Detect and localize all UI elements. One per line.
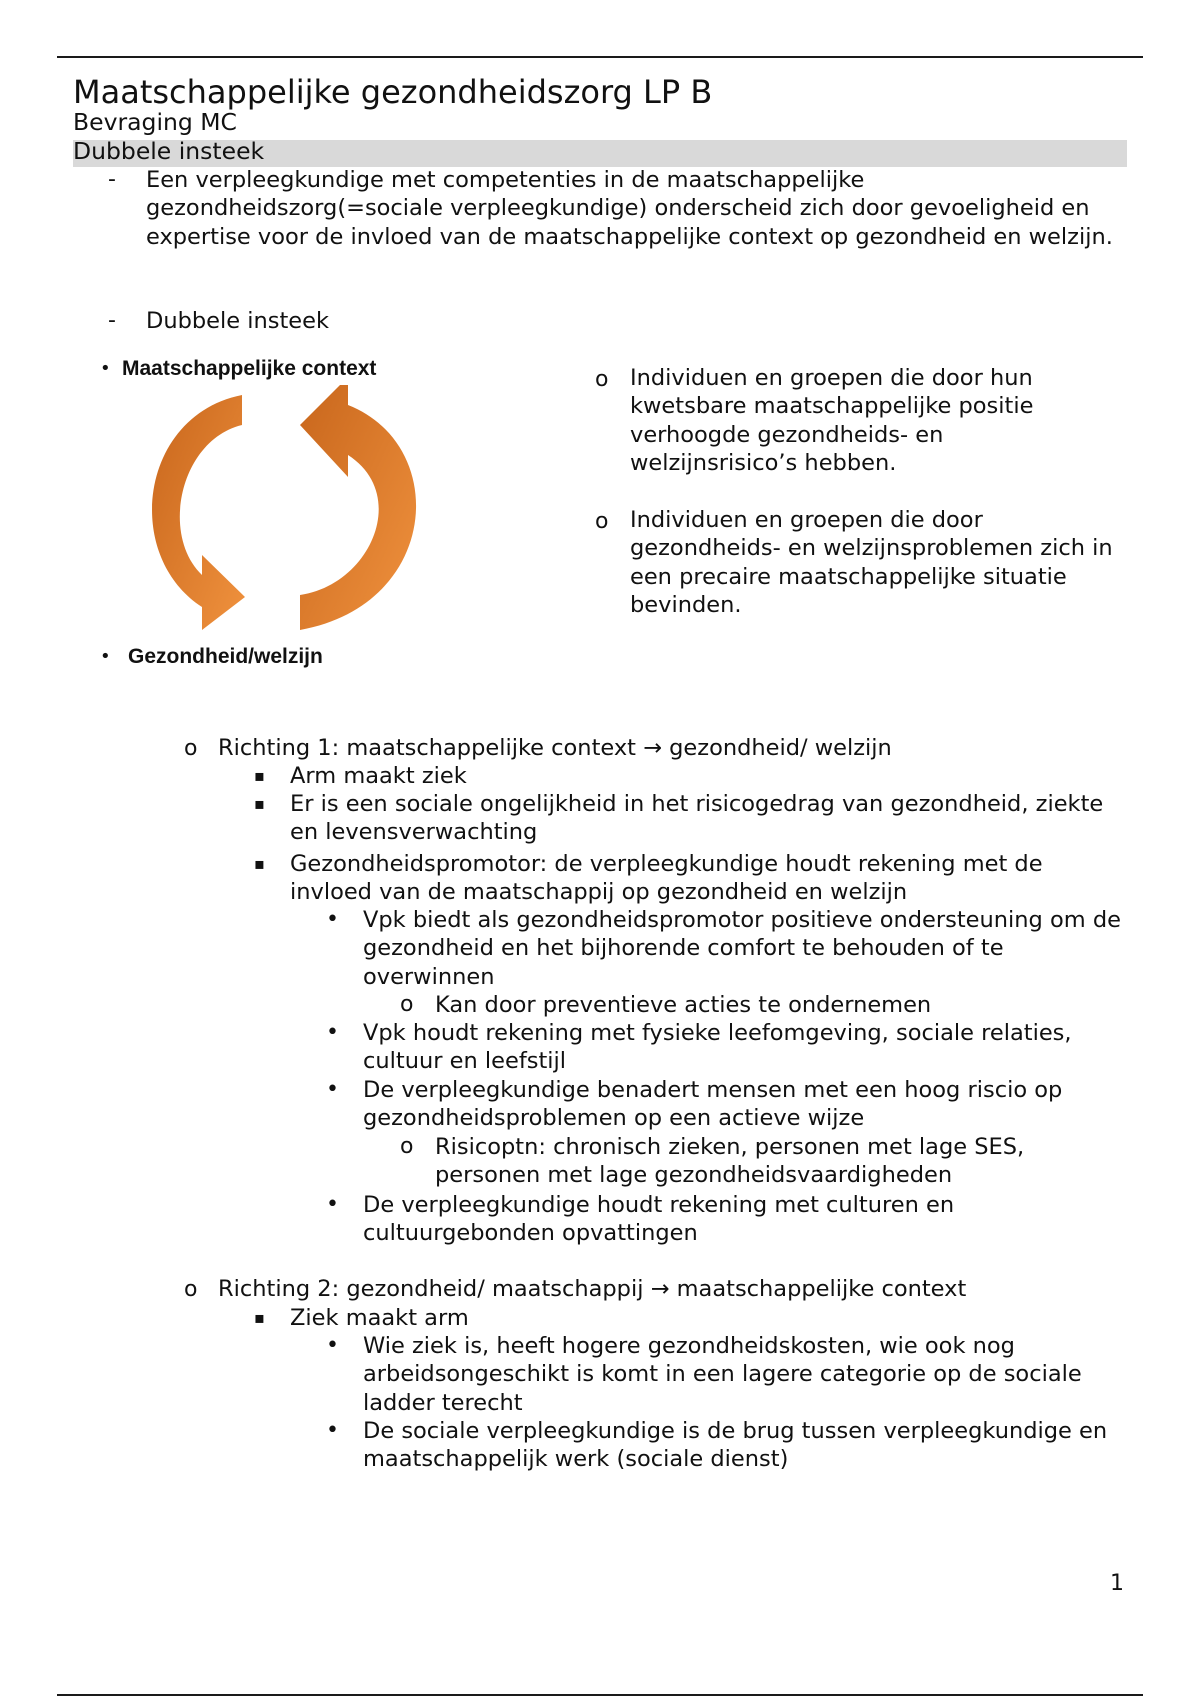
richting-1-item-3: Gezondheidspromotor: de verpleegkundige houdt rekening met de invloed van de maatschappij op gezondheid en welzijn [290,851,1043,906]
richting-1-bullet-1: Vpk biedt als gezondheidspromotor positieve ondersteuning om de gezondheid en het bijhorende comfort te behouden of te overwinnen [363,907,1121,990]
cycle-arrows-diagram [120,385,440,645]
bullet-marker: • [100,358,111,379]
circle-marker: o [595,509,609,534]
dash-marker: - [108,167,116,192]
richting-2-bullet-1: Wie ziek is, heeft hogere gezondheidskosten, wie ook nog arbeidsongeschikt is komt in een lagere categorie op de sociale ladder terecht [363,1333,1082,1416]
page-title: Maatschappelijke gezondheidszorg LP B [73,73,713,111]
richting-2-item-1: Ziek maakt arm [290,1305,469,1331]
bullet-marker: • [326,1192,339,1217]
bullet-marker: • [326,1333,339,1358]
richting-1-item-1: Arm maakt ziek [290,763,467,789]
top-rule [57,56,1143,58]
diagram-bottom-label: Gezondheid/welzijn [128,645,323,668]
richting-1-sub-2: Risicoptn: chronisch zieken, personen met lage SES, personen met lage gezondheidsvaardigheden [435,1134,1025,1189]
bullet-marker: • [326,1077,339,1102]
page-subtitle: Bevraging MC [73,108,237,136]
page-number: 1 [1110,1571,1124,1596]
circle-marker: o [184,1277,198,1302]
bullet-marker: • [100,646,111,667]
richting-1-bullet-2: Vpk houdt rekening met fysieke leefomgeving, sociale relaties, cultuur en leefstijl [363,1020,1072,1075]
richting-2-bullet-2: De sociale verpleegkundige is de brug tussen verpleegkundige en maatschappelijk werk (sociale dienst) [363,1418,1108,1473]
dash-marker: - [108,308,116,333]
circle-marker: o [595,367,609,392]
richting-1-item-2: Er is een sociale ongelijkheid in het risicogedrag van gezondheid, ziekte en levensverwachting [290,791,1104,846]
intro-item-dubbele-insteek: Dubbele insteek [146,308,330,334]
intro-paragraph: Een verpleegkundige met competenties in de maatschappelijke gezondheidszorg(=sociale verpleegkundige) onderscheid zich door gevoeligheid en expertise voor de invloed van de maatschappelijke context op gezondheid en welzijn. [146,167,1113,250]
square-marker: ▪ [254,766,265,785]
richting-1-sub-1: Kan door preventieve acties te ondernemen [435,992,932,1018]
bullet-marker: • [326,907,339,932]
richting-1-bullet-4: De verpleegkundige houdt rekening met culturen en cultuurgebonden opvattingen [363,1192,955,1247]
square-marker: ▪ [254,1308,265,1327]
diagram-top-label: Maatschappelijke context [122,357,377,380]
left-cycle-arrow [152,395,245,630]
square-marker: ▪ [254,854,265,873]
richting-2-heading: Richting 2: gezondheid/ maatschappij → maatschappelijke context [218,1276,967,1302]
bullet-marker: • [326,1020,339,1045]
richting-1-bullet-3: De verpleegkundige benadert mensen met een hoog riscio op gezondheidsproblemen op een actieve wijze [363,1077,1063,1132]
section-heading: Dubbele insteek [73,137,265,165]
group-item-2: Individuen en groepen die door gezondheids- en welzijnsproblemen zich in een precaire maatschappelijke situatie bevinden. [630,507,1113,618]
circle-marker: o [400,1134,414,1159]
circle-marker: o [400,992,414,1017]
richting-1-heading: Richting 1: maatschappelijke context → gezondheid/ welzijn [218,735,892,761]
circle-marker: o [184,736,198,761]
bottom-rule [57,1694,1143,1696]
square-marker: ▪ [254,794,265,813]
group-item-1: Individuen en groepen die door hun kwetsbare maatschappelijke positie verhoogde gezondheids- en welzijnsrisico’s hebben. [630,365,1034,476]
bullet-marker: • [326,1418,339,1443]
right-cycle-arrow [300,385,416,630]
